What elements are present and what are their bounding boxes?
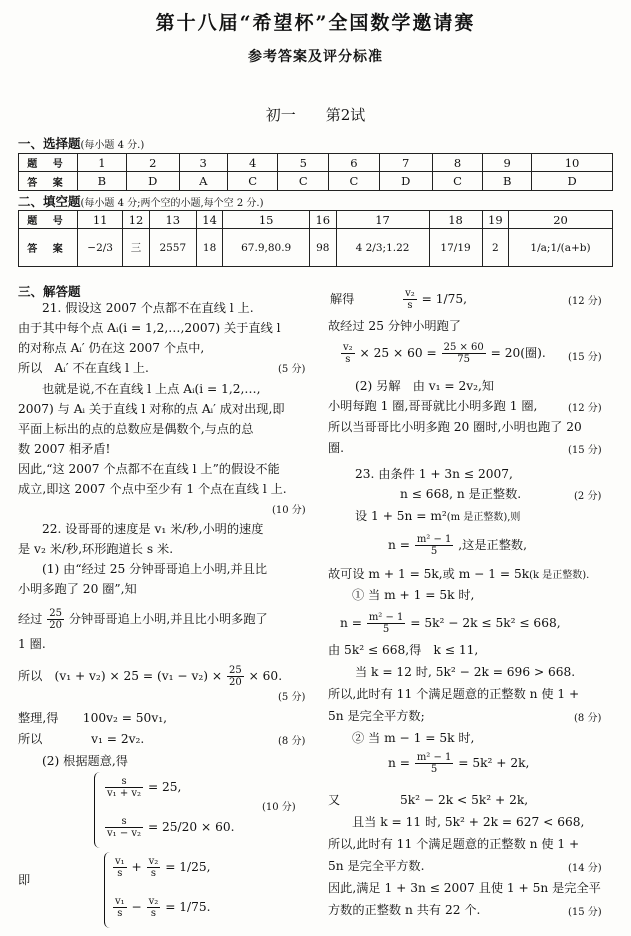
solution-line: 5k² − 2k < 5k² + 2k, bbox=[400, 793, 529, 807]
answer-cell: C bbox=[278, 172, 329, 191]
solution-line: 由于其中每个点 Aᵢ(i = 1,2,…,2007) 关于直线 l bbox=[18, 321, 281, 335]
score-mark: (8 分) bbox=[574, 713, 602, 724]
solution-line: 又 bbox=[328, 793, 341, 807]
score-mark: (2 分) bbox=[574, 491, 602, 502]
score-mark: (8 分) bbox=[278, 736, 306, 747]
solution-line: 22. 设哥哥的速度是 v₁ 米/秒,小明的速度 bbox=[42, 522, 264, 536]
fill-answer-table bbox=[18, 210, 613, 267]
solution-line: (2) 另解 由 v₁ = 2v₂,知 bbox=[355, 379, 495, 393]
solution-line: 即 bbox=[18, 873, 31, 887]
question-number: 2 bbox=[126, 154, 179, 172]
solution-line: n = $\frac{\text{m² − 1}}{5}$ ,这是正整数, bbox=[388, 534, 527, 557]
question-number: 17 bbox=[336, 211, 429, 229]
answer-cell: B bbox=[78, 172, 127, 191]
solution-line: 且当 k = 11 时, 5k² + 2k = 627 < 668, bbox=[352, 815, 585, 829]
solution-line: (1) 由“经过 25 分钟哥哥追上小明,并且比 bbox=[42, 562, 268, 576]
equation: $\frac{s}{\text{v₁ + v₂}}$ = 25, bbox=[107, 776, 182, 799]
question-number: 14 bbox=[196, 211, 223, 229]
solution-line: 平面上标出的点的总数应是偶数个,与点的总 bbox=[18, 422, 254, 436]
answer-cell: D bbox=[532, 172, 613, 191]
solution-line: 故可设 m + 1 = 5k,或 m − 1 = 5k(k 是正整数). bbox=[328, 567, 590, 581]
answer-cell: 17/19 bbox=[429, 229, 482, 267]
choice-answer-table bbox=[18, 153, 613, 191]
left-brace bbox=[104, 852, 111, 928]
solution-line: 所以当哥哥比小明多跑 20 圈时,小明也跑了 20 bbox=[328, 420, 582, 434]
answer-cell: 三 bbox=[123, 229, 150, 267]
question-number: 6 bbox=[329, 154, 380, 172]
question-number: 16 bbox=[310, 211, 337, 229]
answer-cell: 4 2/3;1.22 bbox=[336, 229, 429, 267]
question-number: 19 bbox=[482, 211, 509, 229]
answer-cell: C bbox=[227, 172, 278, 191]
question-number: 3 bbox=[179, 154, 227, 172]
score-mark: (14 分) bbox=[568, 863, 602, 874]
solution-line: 所以 Aᵢ′ 不在直线 l 上. bbox=[18, 361, 149, 375]
score-mark: (12 分) bbox=[568, 403, 602, 414]
answer-cell: −2/3 bbox=[78, 229, 123, 267]
solution-line: (2) 根据题意,得 bbox=[42, 754, 128, 768]
solution-line: 21. 假设这 2007 个点都不在直线 l 上. bbox=[42, 301, 254, 315]
solution-line: 所以 v₁ = 2v₂. bbox=[18, 732, 145, 746]
answer-cell: C bbox=[432, 172, 483, 191]
row-label-number: 题 号 bbox=[19, 211, 78, 229]
solution-line: n = $\frac{\text{m² − 1}}{5}$ = 5k² + 2k, bbox=[388, 752, 530, 775]
solution-line: 也就是说,不在直线 l 上点 Aᵢ(i = 1,2,…, bbox=[42, 382, 261, 396]
question-number: 8 bbox=[432, 154, 483, 172]
part3-heading: 三、解答题 bbox=[18, 284, 81, 299]
answer-cell: 1/a;1/(a+b) bbox=[509, 229, 613, 267]
row-label-answer: 答 案 bbox=[19, 172, 78, 191]
score-mark: (15 分) bbox=[568, 445, 602, 456]
answer-cell: 67.9,80.9 bbox=[223, 229, 310, 267]
score-mark: (5 分) bbox=[278, 364, 306, 375]
answer-cell: D bbox=[126, 172, 179, 191]
question-number: 13 bbox=[149, 211, 196, 229]
score-mark: (10 分) bbox=[262, 802, 296, 813]
solution-line: 解得 $\frac{\text{v₂}}{s}$ = 1/75, bbox=[330, 288, 468, 311]
score-mark: (12 分) bbox=[568, 296, 602, 307]
solution-line: $\frac{\text{v₂}}{s}$ × 25 × 60 = $\frac{25 \times 60}{75}$ = 20(圈). bbox=[343, 342, 546, 365]
solution-line: 由 5k² ≤ 668,得 k ≤ 11, bbox=[328, 643, 479, 657]
solution-line: 当 k = 12 时, 5k² − 2k = 696 > 668. bbox=[355, 665, 576, 679]
question-number: 10 bbox=[532, 154, 613, 172]
solution-line: 是 v₂ 米/秒,环形跑道长 s 米. bbox=[18, 542, 174, 556]
solution-line: 成立,即这 2007 个点中至少有 1 个点在直线 l 上. bbox=[18, 482, 287, 496]
solution-line: 经过 $\frac{25}{20}$ 分钟哥哥追上小明,并且比小明多跑了 bbox=[18, 608, 268, 631]
answer-cell: A bbox=[179, 172, 227, 191]
question-number: 11 bbox=[78, 211, 123, 229]
answer-cell: C bbox=[329, 172, 380, 191]
solution-line: 圈. bbox=[328, 441, 345, 455]
answer-cell: 18 bbox=[196, 229, 223, 267]
document-subtitle: 参考答案及评分标准 bbox=[248, 49, 383, 65]
answer-cell: 98 bbox=[310, 229, 337, 267]
solution-line: 小明每跑 1 圈,哥哥就比小明多跑 1 圈, bbox=[328, 399, 538, 413]
answer-cell: B bbox=[483, 172, 532, 191]
solution-line: 2007) 与 Aᵢ 关于直线 l 对称的点 Aᵢ′ 成对出现,即 bbox=[18, 402, 285, 416]
solution-line: 5n 是完全平方数; bbox=[328, 709, 425, 723]
question-number: 4 bbox=[227, 154, 278, 172]
solution-line: 1 圈. bbox=[18, 637, 46, 651]
solution-line: ① 当 m + 1 = 5k 时, bbox=[352, 588, 475, 602]
fraction: $\frac{25}{20}$ bbox=[228, 665, 242, 688]
question-number: 12 bbox=[123, 211, 150, 229]
row-label-answer: 答 案 bbox=[19, 229, 78, 267]
solution-line: 小明多跑了 20 圈”,知 bbox=[18, 582, 137, 596]
solution-line: n = $\frac{\text{m² − 1}}{5}$ = 5k² − 2k ≤ 5k² ≤ 668, bbox=[340, 612, 561, 635]
solution-line: n ≤ 668, n 是正整数. bbox=[400, 487, 522, 501]
solution-line: 设 1 + 5n = m²(m 是正整数),则 bbox=[355, 509, 521, 523]
solution-line: 数 2007 相矛盾! bbox=[18, 442, 111, 456]
solution-line: 的对称点 Aᵢ′ 仍在这 2007 个点中, bbox=[18, 341, 205, 355]
question-number: 7 bbox=[379, 154, 432, 172]
solution-line: 23. 由条件 1 + 3n ≤ 2007, bbox=[355, 467, 513, 481]
solution-line: 所以,此时有 11 个满足题意的正整数 n 使 1 + bbox=[328, 687, 580, 701]
section-heading: 初一 第2试 bbox=[265, 106, 366, 124]
equation: $\frac{s}{\text{v₁ − v₂}}$ = 25/20 × 60. bbox=[107, 816, 235, 839]
question-number: 18 bbox=[429, 211, 482, 229]
score-mark: (15 分) bbox=[568, 907, 602, 918]
solution-line: 因此,“这 2007 个点都不在直线 l 上”的假设不能 bbox=[18, 462, 280, 476]
score-mark: (15 分) bbox=[568, 352, 602, 363]
solution-line: 整理,得 100v₂ = 50v₁, bbox=[18, 711, 167, 725]
answer-cell: D bbox=[379, 172, 432, 191]
question-number: 15 bbox=[223, 211, 310, 229]
question-number: 1 bbox=[78, 154, 127, 172]
solution-line: 方数的正整数 n 共有 22 个. bbox=[328, 903, 481, 917]
solution-line: 因此,满足 1 + 3n ≤ 2007 且使 1 + 5n 是完全平 bbox=[328, 881, 601, 895]
fraction: $\frac{25}{20}$ bbox=[49, 608, 62, 631]
solution-line: 故经过 25 分钟小明跑了 bbox=[328, 319, 461, 333]
equation: $\frac{\text{v₁}}{s}$ − $\frac{\text{v₂}}{s}$ = 1/75. bbox=[115, 896, 211, 919]
row-label-number: 题 号 bbox=[19, 154, 78, 172]
solution-line: ② 当 m − 1 = 5k 时, bbox=[352, 731, 475, 745]
solution-line: 所以 (v₁ + v₂) × 25 = (v₁ − v₂) × $\frac{25}{20}$ × 60. bbox=[18, 665, 283, 688]
part2-heading: 二、填空题(每小题 4 分;两个空的小题,每个空 2 分.) bbox=[18, 194, 264, 209]
score-mark: (10 分) bbox=[272, 505, 306, 516]
score-mark: (5 分) bbox=[278, 692, 306, 703]
answer-cell: 2557 bbox=[149, 229, 196, 267]
part1-heading: 一、选择题(每小题 4 分.) bbox=[18, 136, 145, 151]
answer-cell: 2 bbox=[482, 229, 509, 267]
equation: $\frac{\text{v₁}}{s}$ + $\frac{\text{v₂}}{s}$ = 1/25, bbox=[115, 856, 211, 879]
solution-line: 5n 是完全平方数. bbox=[328, 859, 425, 873]
question-number: 9 bbox=[483, 154, 532, 172]
left-brace bbox=[94, 772, 101, 848]
question-number: 20 bbox=[509, 211, 613, 229]
document-title: 第十八届“希望杯”全国数学邀请赛 bbox=[155, 12, 476, 34]
solution-line: 所以,此时有 11 个满足题意的正整数 n 使 1 + bbox=[328, 837, 580, 851]
question-number: 5 bbox=[278, 154, 329, 172]
